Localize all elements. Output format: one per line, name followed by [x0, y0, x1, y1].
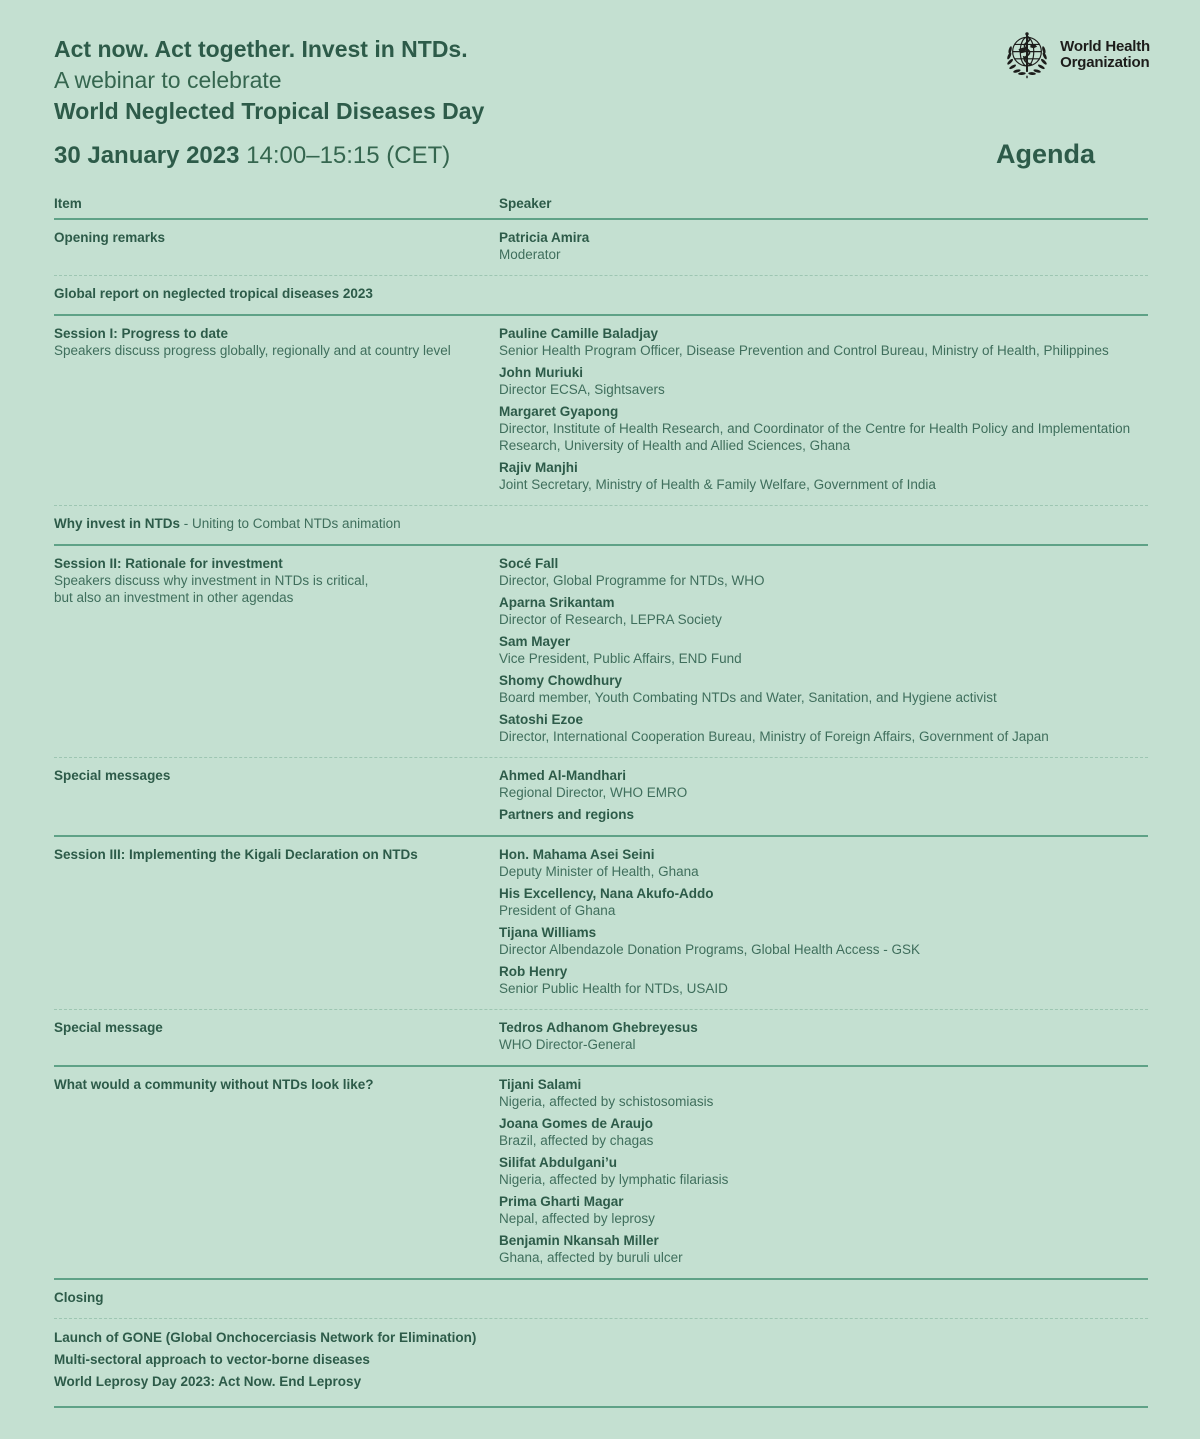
agenda-rows: [54, 220, 1148, 1408]
item-title: [54, 555, 477, 572]
event-date: 30 January 2023: [54, 142, 240, 169]
agenda-row: [54, 1280, 1148, 1319]
item-title: [54, 1076, 477, 1093]
agenda-row: [54, 758, 1148, 837]
column-header-item: Item: [54, 196, 82, 211]
speaker-entry: [499, 767, 1148, 801]
speaker-name: Margaret Gyapong: [499, 404, 619, 419]
speaker-entry: [499, 672, 1148, 706]
speaker-cell: [499, 1076, 1148, 1266]
speaker-name: Aparna Srikantam: [499, 595, 615, 610]
speaker-cell: [499, 285, 1148, 302]
item-cell: [54, 325, 499, 493]
speaker-name: Tijani Salami: [499, 1077, 582, 1092]
item-title-text: Special messages: [54, 768, 171, 783]
agenda-row: [54, 837, 1148, 1010]
agenda-row: [54, 546, 1148, 758]
speaker-name: Prima Gharti Magar: [499, 1194, 624, 1209]
item-cell: [54, 1289, 499, 1306]
who-logo: [1000, 28, 1150, 82]
item-title: [54, 325, 477, 342]
speaker-role: Senior Public Health for NTDs, USAID: [499, 981, 728, 996]
speaker-role: Director ECSA, Sightsavers: [499, 382, 665, 397]
title-block: [54, 34, 1148, 127]
event-time: 14:00–15:15 (CET): [246, 142, 451, 169]
speaker-cell: [499, 1019, 1148, 1053]
speaker-role: Director, Institute of Health Research, and Coordinator of the Centre for Health Policy and Implementation Research, University of Health and Allied Sciences, Ghana: [499, 421, 1131, 453]
speaker-cell: [499, 1329, 1148, 1390]
speaker-name: Hon. Mahama Asei Seini: [499, 847, 655, 862]
speaker-entry: [499, 885, 1148, 919]
who-logo-text: [1060, 39, 1150, 72]
speaker-entry: [499, 1154, 1148, 1188]
speaker-role: Brazil, affected by chagas: [499, 1133, 654, 1148]
speaker-cell: [499, 325, 1148, 493]
speaker-entry: [499, 403, 1148, 454]
agenda-heading: Agenda: [995, 139, 1095, 169]
item-title-text: Opening remarks: [54, 230, 166, 245]
speaker-role: Director of Research, LEPRA Society: [499, 612, 722, 627]
agenda-row: [54, 316, 1148, 506]
item-title: [54, 515, 477, 532]
item-cell: [54, 846, 499, 997]
speaker-entry: [499, 711, 1148, 745]
agenda-row: [54, 506, 1148, 546]
agenda-row: [54, 1010, 1148, 1067]
who-logo-line2: Organization: [1060, 54, 1150, 71]
speaker-name: Patricia Amira: [499, 230, 590, 245]
speaker-name: Tedros Adhanom Ghebreyesus: [499, 1020, 698, 1035]
speaker-role: Nepal, affected by leprosy: [499, 1211, 655, 1226]
speaker-entry: [499, 1115, 1148, 1149]
item-cell: [54, 285, 499, 302]
item-title-text: Why invest in NTDs: [54, 516, 181, 531]
item-title-text: Session III: Implementing the Kigali Declaration on NTDs: [54, 847, 418, 862]
speaker-role: Vice President, Public Affairs, END Fund: [499, 651, 742, 666]
speaker-cell: [499, 515, 1148, 532]
speaker-name: Tijana Williams: [499, 925, 597, 940]
speaker-entry: [499, 806, 1148, 823]
item-title: [54, 229, 477, 246]
item-title-text: Closing: [54, 1290, 104, 1305]
page-title-line3: World Neglected Tropical Diseases Day: [54, 98, 485, 124]
column-header-speaker: Speaker: [499, 196, 552, 211]
item-title: [54, 285, 477, 302]
speaker-cell: [499, 846, 1148, 997]
item-title: [54, 846, 477, 863]
speaker-name: Benjamin Nkansah Miller: [499, 1233, 659, 1248]
speaker-role: Ghana, affected by buruli ulcer: [499, 1250, 683, 1265]
item-description: but also an investment in other agendas: [54, 590, 294, 605]
speaker-entry: [499, 924, 1148, 958]
speaker-role: WHO Director-General: [499, 1037, 636, 1052]
item-title: Multi-sectoral approach to vector-borne diseases: [54, 1352, 370, 1367]
item-cell: [54, 555, 499, 745]
table-header: [54, 196, 1148, 220]
agenda-row: [54, 276, 1148, 316]
item-title-text: Session II: Rationale for investment: [54, 556, 283, 571]
speaker-entry: [499, 594, 1148, 628]
item-description: Speakers discuss progress globally, regionally and at country level: [54, 343, 451, 358]
speaker-entry: [499, 325, 1148, 359]
speaker-name: Ahmed Al-Mandhari: [499, 768, 627, 783]
item-title: [54, 1289, 477, 1306]
item-title-text: What would a community without NTDs look like?: [54, 1077, 374, 1092]
speaker-cell: [499, 767, 1148, 823]
item-title-text: Session I: Progress to date: [54, 326, 229, 341]
speaker-entry: [499, 633, 1148, 667]
speaker-name: His Excellency, Nana Akufo-Addo: [499, 886, 714, 901]
speaker-role: Moderator: [499, 247, 561, 262]
speaker-entry: [499, 459, 1148, 493]
speaker-name: Pauline Camille Baladjay: [499, 326, 659, 341]
speaker-role: Senior Health Program Officer, Disease Prevention and Control Bureau, Ministry of Health, Philippines: [499, 343, 1109, 358]
event-datetime: [54, 142, 450, 170]
agenda-row: [54, 220, 1148, 276]
item-title: World Leprosy Day 2023: Act Now. End Leprosy: [54, 1374, 362, 1389]
speaker-role: Nigeria, affected by lymphatic filariasis: [499, 1172, 729, 1187]
item-title: [54, 767, 477, 784]
speaker-role: Board member, Youth Combating NTDs and Water, Sanitation, and Hygiene activist: [499, 690, 997, 705]
speaker-entry: [499, 364, 1148, 398]
speaker-name: Joana Gomes de Araujo: [499, 1116, 654, 1131]
item-title-text: Global report on neglected tropical diseases 2023: [54, 286, 373, 301]
speaker-entry: [499, 555, 1148, 589]
item-cell: [54, 1019, 499, 1053]
speaker-entry: [499, 846, 1148, 880]
page-title-line1: Act now. Act together. Invest in NTDs.: [54, 36, 468, 62]
speaker-cell: [499, 1289, 1148, 1306]
speaker-entry: [499, 1193, 1148, 1227]
who-logo-line1: World Health: [1060, 37, 1150, 55]
speaker-name: Sam Mayer: [499, 634, 571, 649]
speaker-entry: [499, 1232, 1148, 1266]
agenda-row: [54, 1067, 1148, 1280]
item-cell: [54, 229, 499, 263]
item-cell: [54, 515, 499, 532]
speaker-name: Socé Fall: [499, 556, 559, 571]
item-title: [54, 1019, 477, 1036]
speaker-name: John Muriuki: [499, 365, 583, 380]
speaker-name: Rajiv Manjhi: [499, 460, 578, 475]
speaker-role: Nigeria, affected by schistosomiasis: [499, 1094, 714, 1109]
item-cell: [54, 767, 499, 823]
speaker-name: Silifat Abdulgani’u: [499, 1155, 617, 1170]
item-cell: [54, 1329, 499, 1390]
speaker-name: Rob Henry: [499, 964, 568, 979]
speaker-entry: [499, 1076, 1148, 1110]
item-description: Speakers discuss why investment in NTDs is critical,: [54, 573, 369, 588]
speaker-name: Partners and regions: [499, 807, 635, 822]
speaker-role: President of Ghana: [499, 903, 616, 918]
speaker-role: Director, Global Programme for NTDs, WHO: [499, 573, 765, 588]
item-title-text: Special message: [54, 1020, 163, 1035]
speaker-entry: [499, 1019, 1148, 1053]
speaker-role: Deputy Minister of Health, Ghana: [499, 864, 699, 879]
speaker-cell: [499, 229, 1148, 263]
item-cell: [54, 1076, 499, 1266]
speaker-role: Joint Secretary, Ministry of Health & Family Welfare, Government of India: [499, 477, 936, 492]
agenda-row: [54, 1319, 1148, 1408]
speaker-cell: [499, 555, 1148, 745]
speaker-role: Director, International Cooperation Bureau, Ministry of Foreign Affairs, Government of Japan: [499, 729, 1049, 744]
item-title-suffix: - Uniting to Combat NTDs animation: [180, 516, 401, 531]
speaker-role: Director Albendazole Donation Programs, Global Health Access - GSK: [499, 942, 920, 957]
page-title-line2: A webinar to celebrate: [54, 67, 282, 93]
item-title: Launch of GONE (Global Onchocerciasis Network for Elimination): [54, 1330, 477, 1345]
speaker-entry: [499, 229, 1148, 263]
date-row: [54, 139, 1148, 170]
speaker-entry: [499, 963, 1148, 997]
speaker-role: Regional Director, WHO EMRO: [499, 785, 688, 800]
speaker-name: Shomy Chowdhury: [499, 673, 623, 688]
who-emblem-icon: [1000, 28, 1054, 82]
speaker-name: Satoshi Ezoe: [499, 712, 584, 727]
